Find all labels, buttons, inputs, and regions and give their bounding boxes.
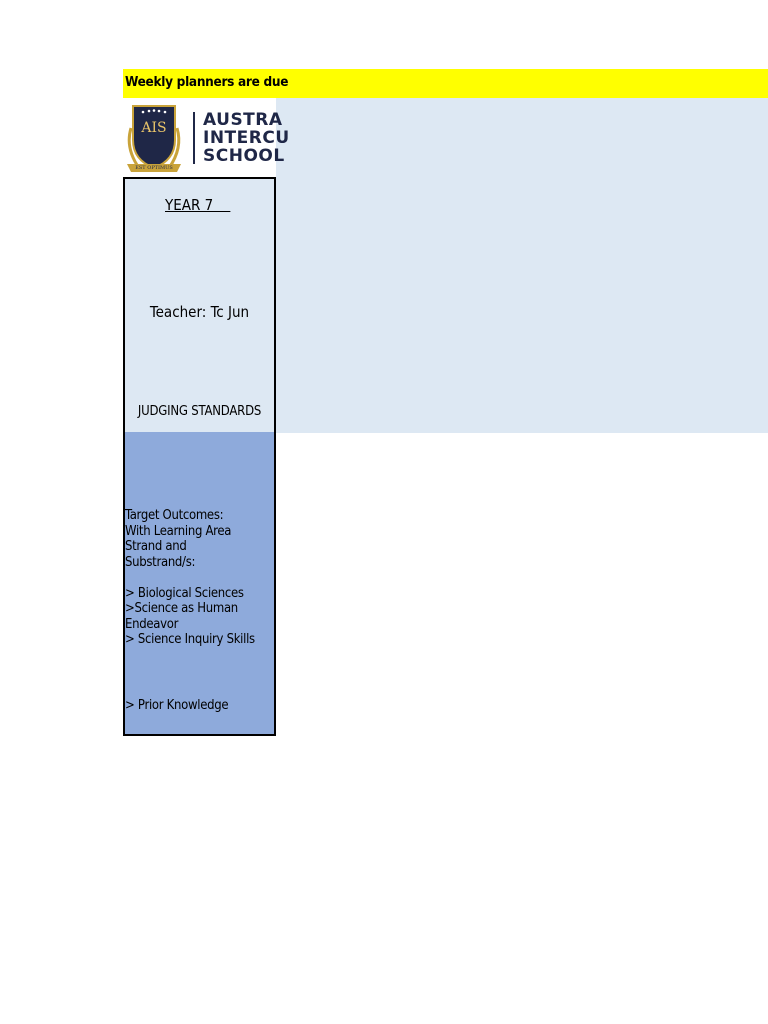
notice-text: Weekly planners are due xyxy=(125,74,289,90)
outcomes-line: Substrand/s: xyxy=(125,554,196,570)
outcomes-line: With Learning Area xyxy=(125,523,232,539)
outcomes-line: Endeavor xyxy=(125,616,179,632)
school-name-line-3: SCHOOL xyxy=(203,146,285,166)
school-logo xyxy=(123,98,290,178)
outcomes-line: > Biological Sciences xyxy=(125,585,244,601)
outcomes-line xyxy=(125,570,275,586)
year-teacher-cell xyxy=(123,177,276,393)
school-name-line-2: INTERCU xyxy=(203,128,290,148)
outcomes-line: >Science as Human xyxy=(125,601,238,616)
target-outcomes-text xyxy=(125,508,275,648)
header-band xyxy=(275,98,768,433)
prior-knowledge-cell xyxy=(123,684,276,736)
judging-standards-label: JUDGING STANDARDS xyxy=(137,404,262,419)
teacher-label: Teacher: Tc Jun xyxy=(149,303,250,321)
crest-motto: EST OPTIMUS xyxy=(135,165,173,171)
logo-divider xyxy=(193,112,195,164)
outcomes-line: Target Outcomes: xyxy=(125,508,224,523)
target-outcomes-cell xyxy=(123,478,276,686)
judging-standards-cell xyxy=(123,391,276,434)
empty-blue-cell xyxy=(123,432,276,480)
year-title: YEAR 7 xyxy=(165,196,231,214)
crest-monogram: AIS xyxy=(141,120,167,136)
prior-knowledge-label: > Prior Knowledge xyxy=(125,698,229,713)
outcomes-line: Strand and xyxy=(125,539,187,554)
school-name-line-1: AUSTRA xyxy=(203,110,283,130)
outcomes-line: > Science Inquiry Skills xyxy=(125,632,255,647)
